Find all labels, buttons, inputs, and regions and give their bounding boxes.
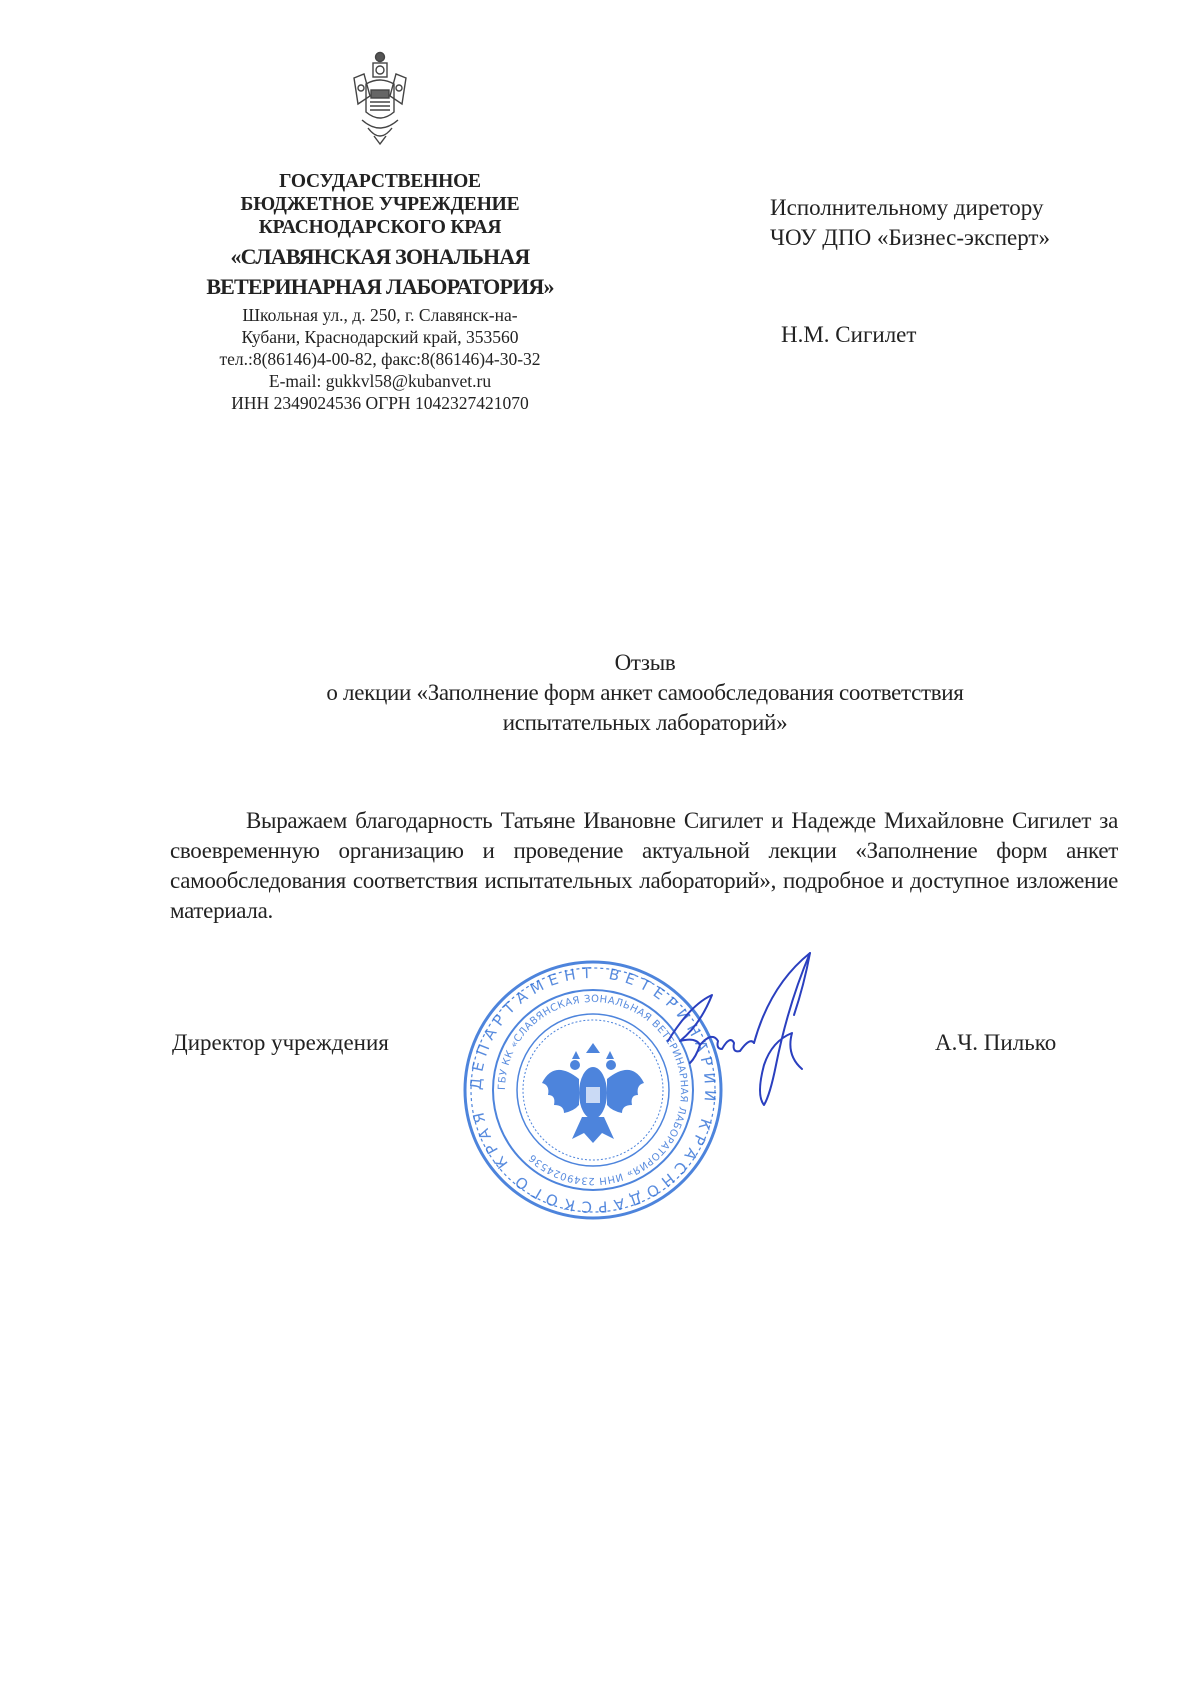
title-heading: Отзыв <box>614 650 676 675</box>
handwritten-signature-icon <box>660 945 860 1125</box>
org-line: КРАСНОДАРСКОГО КРАЯ <box>258 217 502 238</box>
svg-text:ДЕПАРТАМЕНТ ВЕТЕРИНАРИИ КРАСНО: ДЕПАРТАМЕНТ ВЕТЕРИНАРИИ КРАСНОДАРСКОГО КРАЯ <box>466 963 720 1217</box>
org-name: ВЕТЕРИНАРНАЯ ЛАБОРАТОРИЯ» <box>206 274 554 299</box>
title-subtitle: о лекции «Заполнение форм анкет самообследования соответствия <box>326 680 964 705</box>
addressee-organization: ЧОУ ДПО «Бизнес-эксперт» <box>770 225 1050 250</box>
svg-text:ГБУ КК «СЛАВЯНСКАЯ ЗОНАЛЬНАЯ В: ГБУ КК «СЛАВЯНСКАЯ ЗОНАЛЬНАЯ ВЕТЕРИНАРНАЯ ЛАБОРАТОРИЯ» ИНН 2349024536 <box>496 993 690 1187</box>
signatory-name: А.Ч. Пилько <box>935 1030 1057 1055</box>
signatory-role: Директор учреждения <box>172 1030 389 1055</box>
org-address: Школьная ул., д. 250, г. Славянск-на- <box>242 305 518 325</box>
organization-header <box>170 170 590 414</box>
addressee-position: Исполнительному диретору <box>770 195 1044 220</box>
title-subtitle: испытательных лабораторий» <box>502 710 788 735</box>
org-email: E-mail: gukkvl58@kubanvet.ru <box>268 371 492 391</box>
document-title <box>230 648 1060 738</box>
body-paragraph: Выражаем благодарность Татьяне Ивановне Сигилет и Надежде Михайловне Сигилет за своевременную организацию и проведение актуальной лекции «Заполнение форм анкет самообследования соответствия испытательных лабораторий», подробное и доступное изложение материала. <box>170 808 1118 923</box>
addressee-block <box>770 193 1050 253</box>
coat-of-arms-icon <box>340 50 420 148</box>
org-address: Кубани, Краснодарский край, 353560 <box>241 327 519 347</box>
org-line: ГОСУДАРСТВЕННОЕ <box>279 171 481 192</box>
org-phone: тел.:8(86146)4-00-82, факс:8(86146)4-30-32 <box>219 349 541 369</box>
org-name: «СЛАВЯНСКАЯ ЗОНАЛЬНАЯ <box>230 244 530 269</box>
org-registration: ИНН 2349024536 ОГРН 1042327421070 <box>231 393 529 413</box>
org-line: БЮДЖЕТНОЕ УЧРЕЖДЕНИЕ <box>240 194 520 215</box>
addressee-name: Н.М. Сигилет <box>781 322 917 347</box>
